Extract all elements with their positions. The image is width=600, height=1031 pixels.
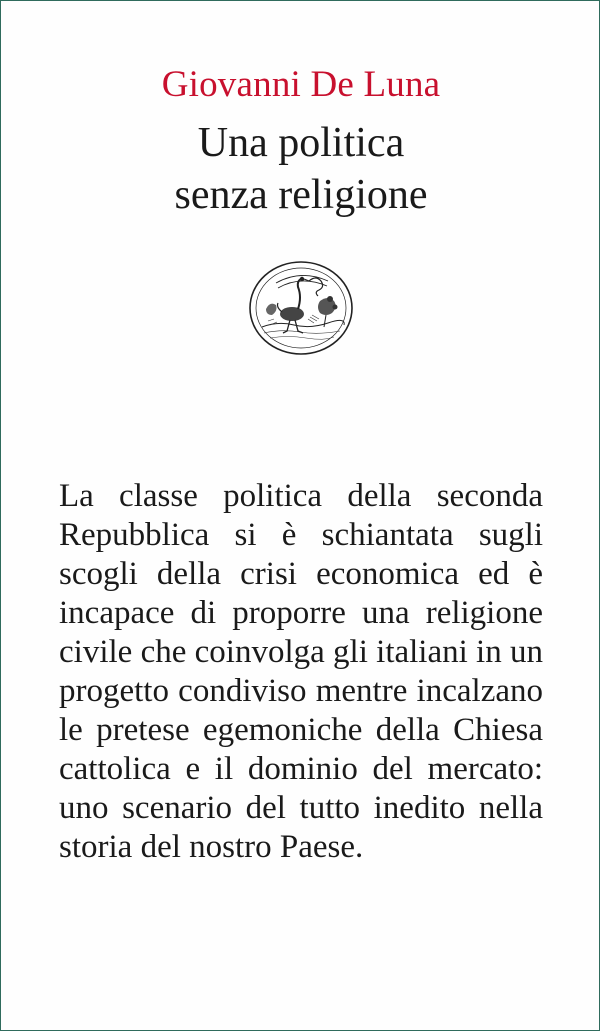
blurb-line: La classe politica della seconda (59, 478, 543, 514)
blurb-line: storia del nostro Paese. (59, 829, 364, 865)
blurb-line: civile che coinvolga gli italiani in un (59, 634, 543, 670)
title-line: senza religione (174, 172, 428, 218)
blurb-line: incapace di proporre una religione (59, 595, 543, 631)
ostrich-emblem-icon (248, 259, 354, 357)
blurb-line: cattolica e il dominio del mercato: (59, 751, 543, 787)
book-title (1, 117, 600, 221)
blurb-line: Repubblica si è schiantata sugli (59, 517, 543, 553)
title-line: Una politica (197, 120, 405, 166)
blurb-line: uno scenario del tutto inedito nella (59, 790, 543, 826)
author-name: Giovanni De Luna (161, 64, 441, 105)
blurb-line: le pretese egemoniche della Chiesa (59, 712, 543, 748)
blurb-line: scogli della crisi economica ed è (59, 556, 543, 592)
blurb-text (59, 477, 543, 867)
blurb-line: progetto condiviso mentre incalzano (59, 673, 543, 709)
